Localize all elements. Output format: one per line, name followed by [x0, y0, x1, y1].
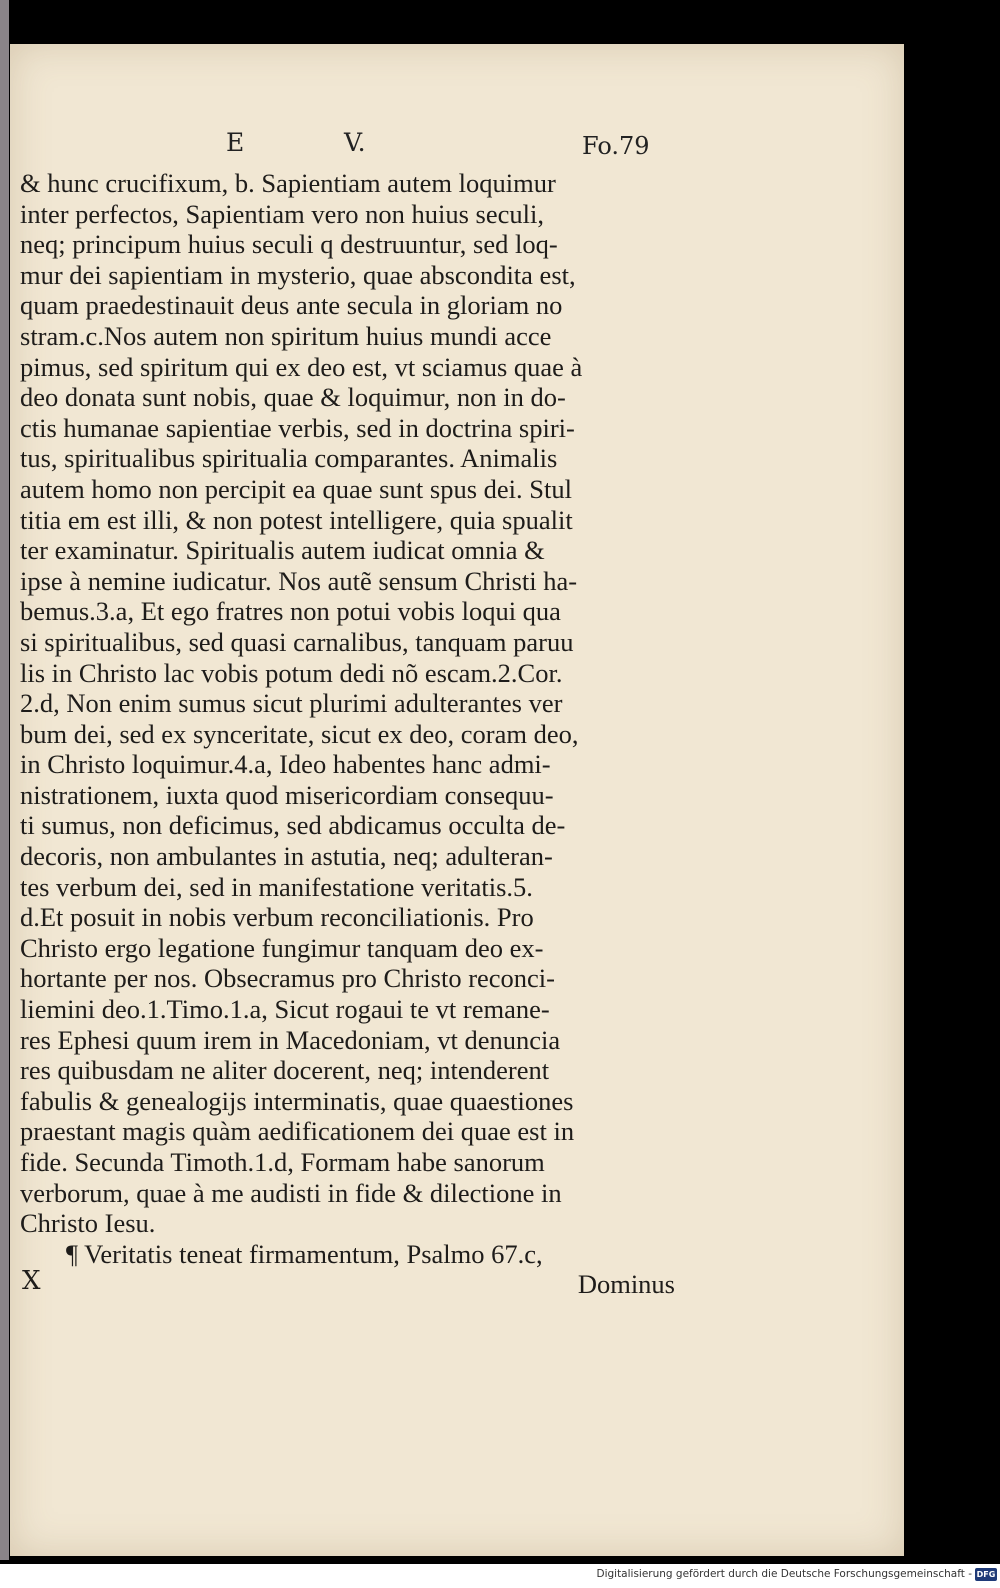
text-line: hortante per nos. Obsecramus pro Christo reconci-: [20, 963, 555, 994]
body-text: [20, 168, 675, 1300]
text-line: neq; principum huius seculi q destruuntur, sed loq-: [20, 229, 558, 260]
folio-number: Fo.79: [582, 132, 650, 160]
text-line: ti sumus, non deficimus, sed abdicamus occulta de-: [20, 810, 566, 841]
text-line: verborum, quae à me audisti in fide & dilectione in: [20, 1177, 562, 1208]
text-line: quam praedestinauit deus ante secula in gloriam no: [20, 290, 563, 321]
catchword: Dominus: [577, 1269, 675, 1300]
text-line: nistrationem, iuxta quod misericordiam consequu-: [20, 779, 554, 810]
margin-mark: X: [22, 1266, 41, 1296]
text-line: in Christo loquimur.4.a, Ideo habentes hanc admi-: [20, 749, 551, 780]
text-line: ter examinatur. Spiritualis autem iudicat omnia &: [20, 535, 545, 566]
signature-mark: E: [226, 128, 245, 157]
text-line: 2.d, Non enim sumus sicut plurimi adulterantes ver: [20, 688, 563, 719]
text-line: ipse à nemine iudicatur. Nos autẽ sensum Christi ha-: [20, 565, 578, 596]
text-line: tus, spiritualibus spiritualia comparantes. Animalis: [20, 443, 558, 474]
text-line: fide. Secunda Timoth.1.d, Formam habe sanorum: [20, 1147, 545, 1177]
text-line: deo donata sunt nobis, quae & loquimur, non in do-: [20, 382, 566, 413]
text-line: fabulis & genealogijs interminatis, quae quaestiones: [20, 1085, 574, 1116]
text-line: autem homo non percipit ea quae sunt spus dei. Stul: [20, 473, 572, 504]
text-line: bum dei, sed ex synceritate, sicut ex deo, coram deo,: [20, 718, 579, 749]
text-line: res Ephesi quum irem in Macedoniam, vt denuncia: [20, 1024, 561, 1055]
page-header: [10, 128, 904, 168]
text-line: tes verbum dei, sed in manifestatione veritatis.5.: [20, 871, 533, 902]
text-line: decoris, non ambulantes in astutia, neq; adulteran-: [20, 841, 553, 872]
text-line: liemini deo.1.Timo.1.a, Sicut rogaui te vt remane-: [20, 994, 550, 1025]
book-page: [10, 44, 904, 1556]
text-line: pimus, sed spiritum qui ex deo est, vt sciamus quae à: [20, 351, 583, 382]
gathering-mark: V.: [344, 128, 366, 157]
text-line: Christo ergo legatione fungimur tanquam deo ex-: [20, 932, 544, 963]
text-line: res quibusdam ne aliter docerent, neq; intenderent: [20, 1055, 550, 1086]
text-line: Christo Iesu.: [20, 1208, 156, 1239]
text-line: bemus.3.a, Et ego fratres non potui vobis loqui qua: [20, 596, 561, 627]
text-line: lis in Christo lac vobis potum dedi nõ escam.2.Cor.: [20, 657, 563, 688]
text-line: inter perfectos, Sapientiam vero non huius seculi,: [20, 198, 544, 229]
funding-credit: Digitalisierung gefördert durch die Deutsche Forschungsgemeinschaft -: [596, 1568, 972, 1580]
footer-bar: [0, 1564, 1000, 1588]
text-line: titia em est illi, & non potest intelligere, quia spualit: [20, 504, 573, 535]
dfg-logo-icon: DFG: [976, 1570, 996, 1579]
text-line: ctis humanae sapientiae verbis, sed in doctrina spiri-: [20, 412, 575, 443]
text-line: & hunc crucifixum, b. Sapientiam autem loquimur: [20, 168, 556, 198]
text-line: praestant magis quàm aedificationem dei quae est in: [20, 1116, 575, 1147]
text-line: ¶ Veritatis teneat firmamentum, Psalmo 67.c,: [66, 1238, 543, 1269]
text-line: d.Et posuit in nobis verbum reconciliationis. Pro: [20, 902, 534, 933]
text-line: stram.c.Nos autem non spiritum huius mundi acce: [20, 320, 552, 351]
text-line: mur dei sapientiam in mysterio, quae abscondita est,: [20, 259, 576, 290]
text-line: si spiritualibus, sed quasi carnalibus, tanquam paruu: [20, 626, 574, 657]
adjacent-page-edge: [0, 0, 9, 1560]
